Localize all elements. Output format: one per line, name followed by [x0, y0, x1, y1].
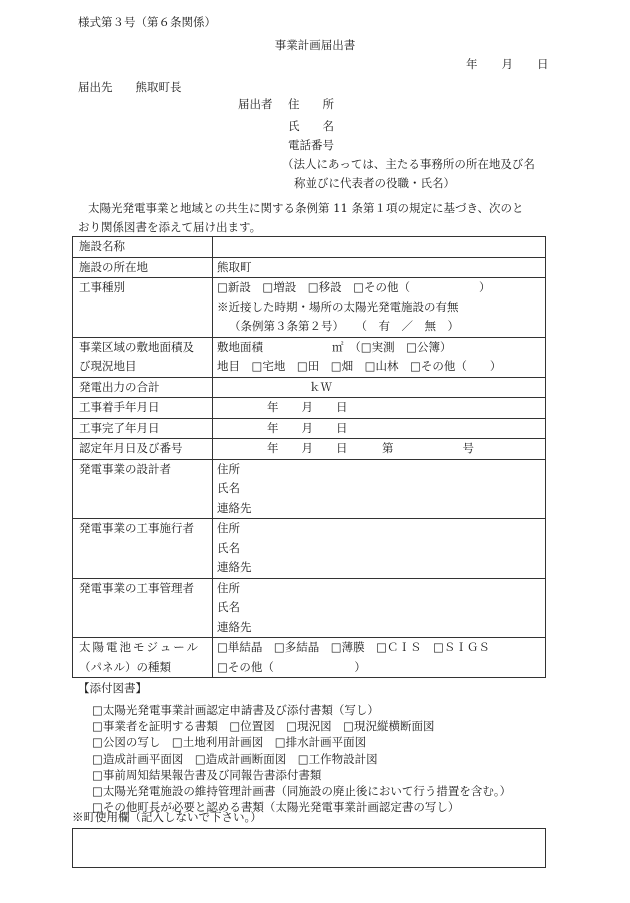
output-total-label: 発電出力の合計: [73, 377, 213, 398]
applicant-note: （法人にあっては、主たる事務所の所在地及び名: [282, 157, 535, 171]
supervisor-address-label: 住所: [217, 580, 240, 595]
attachments-list: [92, 702, 511, 815]
applicant-name-label: 氏 名: [288, 119, 334, 133]
facility-name-label: 施設名称: [73, 237, 213, 258]
attachment-item[interactable]: □事業者を証明する書類 □位置図 □現況図 □現況縦横断面図: [92, 719, 435, 734]
supervisor-field[interactable]: [213, 578, 546, 638]
applicant-note-cont: 称並びに代表者の役職・氏名）: [294, 176, 455, 190]
contractor-name-label: 氏名: [217, 540, 240, 555]
facility-name-field[interactable]: [213, 237, 546, 258]
applicant-phone-label: 電話番号: [288, 138, 334, 152]
table-row: [73, 257, 546, 278]
attachment-item[interactable]: □太陽光発電事業計画認定申請書及び添付書類（写し）: [92, 703, 379, 717]
table-row: [73, 578, 546, 638]
work-type-options[interactable]: □新設 □増設 □移設 □その他（ ）: [217, 280, 491, 294]
table-row: [73, 439, 546, 460]
supervisor-label: 発電事業の工事管理者: [73, 578, 213, 638]
table-row: [73, 377, 546, 398]
attachment-item[interactable]: □太陽光発電施設の維持管理計画書（同施設の廃止後において行う措置を含む。）: [92, 784, 512, 799]
site-area-input[interactable]: 敷地面積 ㎡ （□実測 □公簿）: [217, 339, 452, 354]
site-area-field[interactable]: [213, 337, 546, 377]
module-type-other[interactable]: □その他（ ）: [217, 659, 366, 674]
date-day: 日: [537, 57, 549, 71]
start-date-field[interactable]: 年 月 日: [213, 398, 546, 419]
attachments-heading: 【添付図書】: [78, 681, 147, 695]
table-row: [73, 638, 546, 678]
table-row: [73, 398, 546, 419]
facility-location-field[interactable]: 熊取町: [213, 257, 546, 278]
office-use-label: ※町使用欄（記入しないで下さい。）: [72, 810, 262, 824]
facility-location-label: 施設の所在地: [73, 257, 213, 278]
document-title: 事業計画届出書: [274, 38, 356, 52]
applicant-address-label: 住 所: [288, 97, 334, 111]
table-row: [73, 237, 546, 258]
office-use-box: [72, 828, 546, 868]
certification-field[interactable]: 年 月 日 第 号: [213, 439, 546, 460]
land-category-options[interactable]: 地目 □宅地 □田 □畑 □山林 □その他（ ）: [217, 359, 502, 373]
form-number: 様式第３号（第６条関係）: [78, 15, 216, 29]
table-row: [73, 337, 546, 377]
attachment-item[interactable]: □事前周知結果報告書及び同報告書添付書類: [92, 767, 322, 782]
nearby-facility-choice[interactable]: （条例第３条第２号） （ 有 ／ 無 ）: [229, 319, 459, 333]
site-area-label-line1: 事業区域の敷地面積及: [79, 339, 194, 354]
designer-address-label: 住所: [217, 461, 240, 476]
designer-contact-label: 連絡先: [217, 500, 252, 515]
end-date-field[interactable]: 年 月 日: [213, 418, 546, 439]
date-year: 年: [466, 57, 478, 71]
supervisor-contact-label: 連絡先: [217, 619, 252, 634]
contractor-field[interactable]: [213, 519, 546, 579]
work-type-field[interactable]: [213, 278, 546, 338]
attachment-item[interactable]: □その他町長が必要と認める書類（太陽光発電事業計画認定書の写し）: [92, 800, 460, 815]
table-row: [73, 519, 546, 579]
module-type-field[interactable]: [213, 638, 546, 678]
table-row: [73, 459, 546, 519]
attachment-item[interactable]: □公図の写し □土地利用計画図 □排水計画平面図: [92, 735, 367, 750]
designer-label: 発電事業の設計者: [73, 459, 213, 519]
module-type-options[interactable]: □単結晶 □多結晶 □薄膜 □ＣＩＳ □ＳＩＧＳ: [217, 640, 490, 654]
end-date-label: 工事完了年月日: [73, 418, 213, 439]
attachment-item[interactable]: □造成計画平面図 □造成計画断面図 □工作物設計図: [92, 751, 378, 766]
submission-date: [466, 59, 549, 71]
site-area-label: [73, 337, 213, 377]
nearby-facility-note: ※近接した時期・場所の太陽光発電施設の有無: [217, 299, 459, 314]
module-type-label-line2: （パネル）の種類: [79, 659, 171, 674]
date-month: 月: [501, 57, 513, 71]
site-area-label-line2: び現況地目: [79, 359, 137, 373]
contractor-contact-label: 連絡先: [217, 560, 252, 574]
designer-name-label: 氏名: [217, 481, 240, 495]
output-total-field[interactable]: ｋＷ: [213, 377, 546, 398]
contractor-label: 発電事業の工事施行者: [73, 519, 213, 579]
start-date-label: 工事着手年月日: [73, 398, 213, 419]
supervisor-name-label: 氏名: [217, 600, 240, 614]
module-type-label-line1: 太陽電池モジュール: [79, 640, 201, 654]
applicant-label: 届出者: [238, 97, 273, 111]
addressee: 届出先 熊取町長: [78, 80, 182, 94]
module-type-label: [73, 638, 213, 678]
table-row: [73, 418, 546, 439]
table-row: [73, 278, 546, 338]
body-text-line2: おり関係図書を添えて届け出ます。: [78, 220, 262, 234]
work-type-label: 工事種別: [73, 278, 213, 338]
contractor-address-label: 住所: [217, 521, 240, 535]
certification-label: 認定年月日及び番号: [73, 439, 213, 460]
designer-field[interactable]: [213, 459, 546, 519]
body-text: [78, 199, 558, 237]
project-info-table: [72, 236, 546, 678]
body-text-line1: 太陽光発電事業と地域との共生に関する条例第 11 条第１項の規定に基づき、次のと: [88, 201, 524, 215]
